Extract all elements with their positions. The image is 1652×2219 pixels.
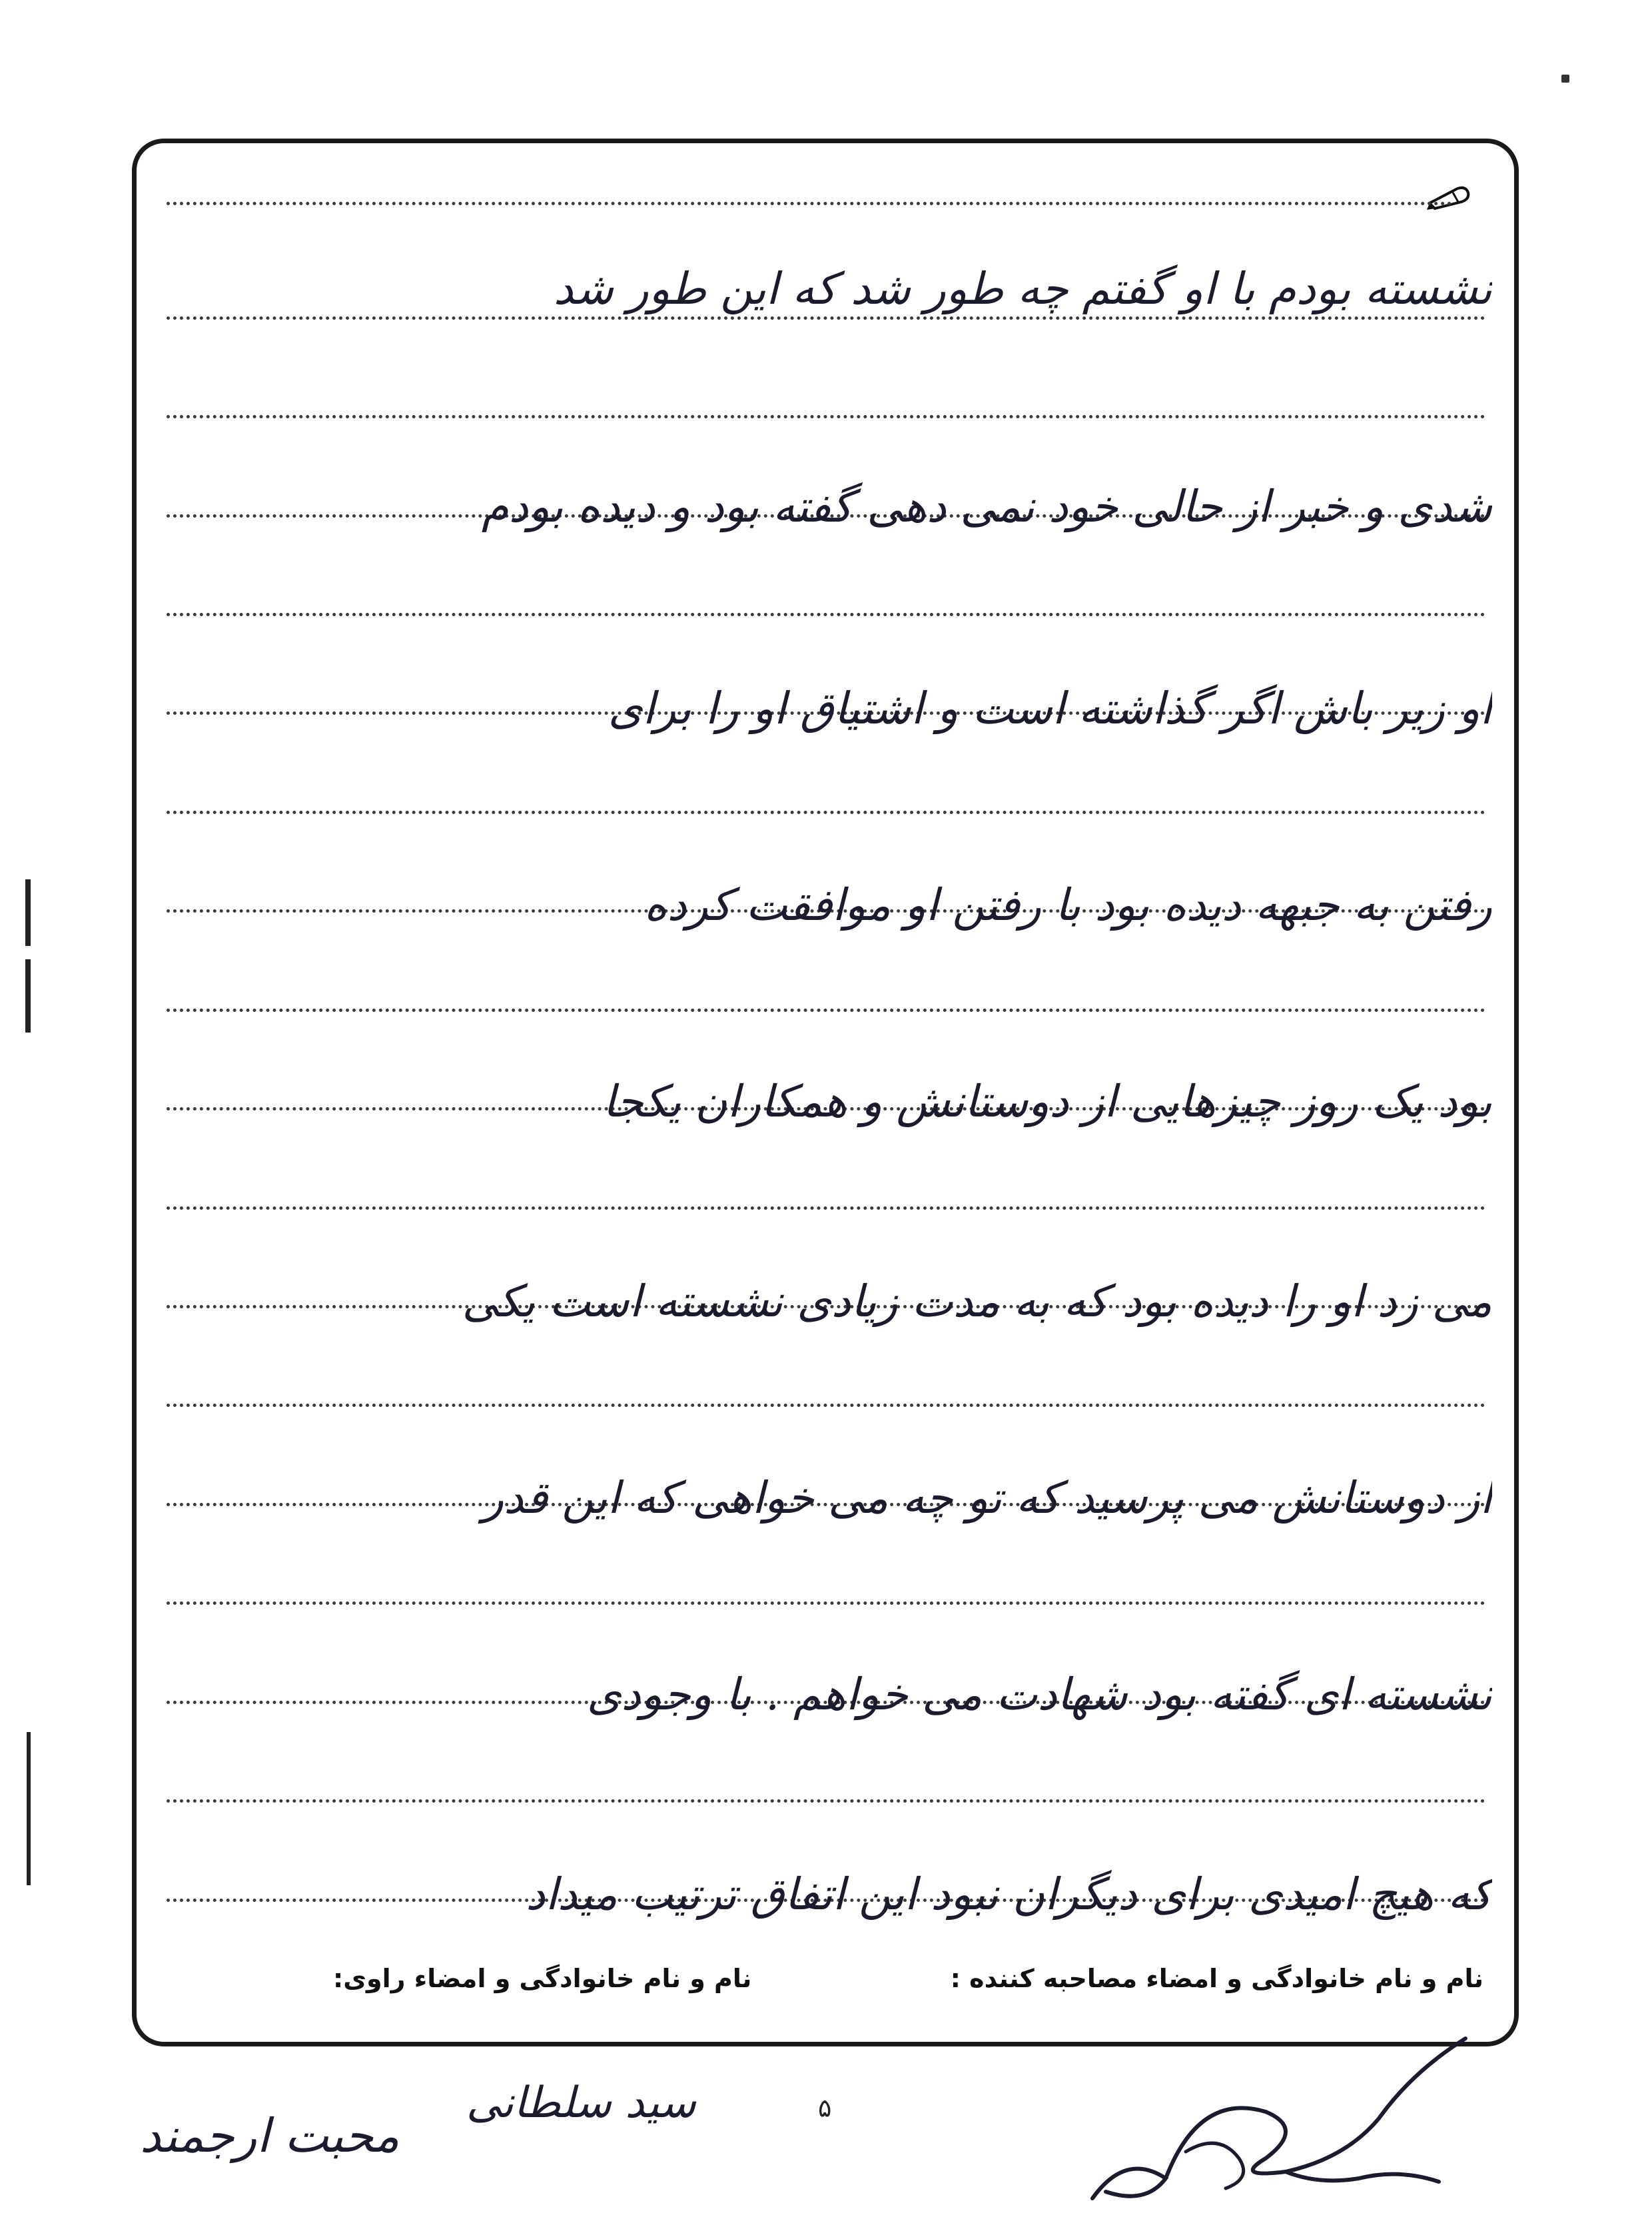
handwritten-line: که هیچ امیدی برای دیگران نبود این اتفاق ترتیب میداد bbox=[526, 1869, 1492, 1920]
handwritten-name: محبت ارجمند bbox=[140, 2108, 400, 2163]
ruled-line bbox=[167, 1601, 1485, 1605]
handwritten-line: نشسته ای گفته بود شهادت می خواهم . با وجودی bbox=[586, 1669, 1492, 1720]
scan-edge-mark bbox=[25, 959, 31, 1033]
handwritten-title: سید سلطانی bbox=[466, 2078, 696, 2128]
scan-speck bbox=[1561, 75, 1569, 83]
page-number: ۵ bbox=[818, 2093, 832, 2122]
handwritten-line: از دوستانش می پرسید که تو چه می خواهی که این قدر bbox=[482, 1472, 1492, 1524]
ruled-line bbox=[167, 415, 1485, 418]
ruled-line bbox=[167, 202, 1452, 205]
scan-edge-mark bbox=[27, 1732, 31, 1885]
handwritten-line: او زیر باش اگر گذاشته است و اشتیاق او را برای bbox=[608, 683, 1492, 734]
ruled-line bbox=[167, 1799, 1485, 1803]
ruled-line bbox=[167, 613, 1485, 616]
signature bbox=[1066, 2012, 1492, 2212]
handwritten-line: شدی و خبر از حالی خود نمی دهی گفته بود و دیده بودم bbox=[481, 481, 1492, 532]
ruled-line bbox=[167, 1009, 1485, 1012]
handwritten-line: بود یک روز چیزهایی از دوستانش و همکاران یکجا bbox=[602, 1076, 1492, 1127]
handwritten-line: نشسته بودم با او گفتم چه طور شد که این طور شد bbox=[553, 263, 1492, 314]
handwritten-line: رفتن به جبهه دیده بود با رفتن او موافقت کرده bbox=[643, 879, 1492, 931]
ruled-line bbox=[167, 1206, 1485, 1210]
ruled-line bbox=[167, 811, 1485, 814]
handwritten-line: می زد او را دیده بود که به مدت زیادی نشسته است یکی bbox=[462, 1276, 1492, 1327]
interviewer-signature-label: نام و نام خانوادگی و امضاء مصاحبه کننده : bbox=[950, 1964, 1483, 1993]
ruled-line bbox=[167, 1404, 1485, 1407]
narrator-signature-label: نام و نام خانوادگی و امضاء راوی: bbox=[333, 1964, 752, 1993]
pencil-icon bbox=[1426, 183, 1472, 213]
scan-edge-mark bbox=[25, 879, 31, 946]
